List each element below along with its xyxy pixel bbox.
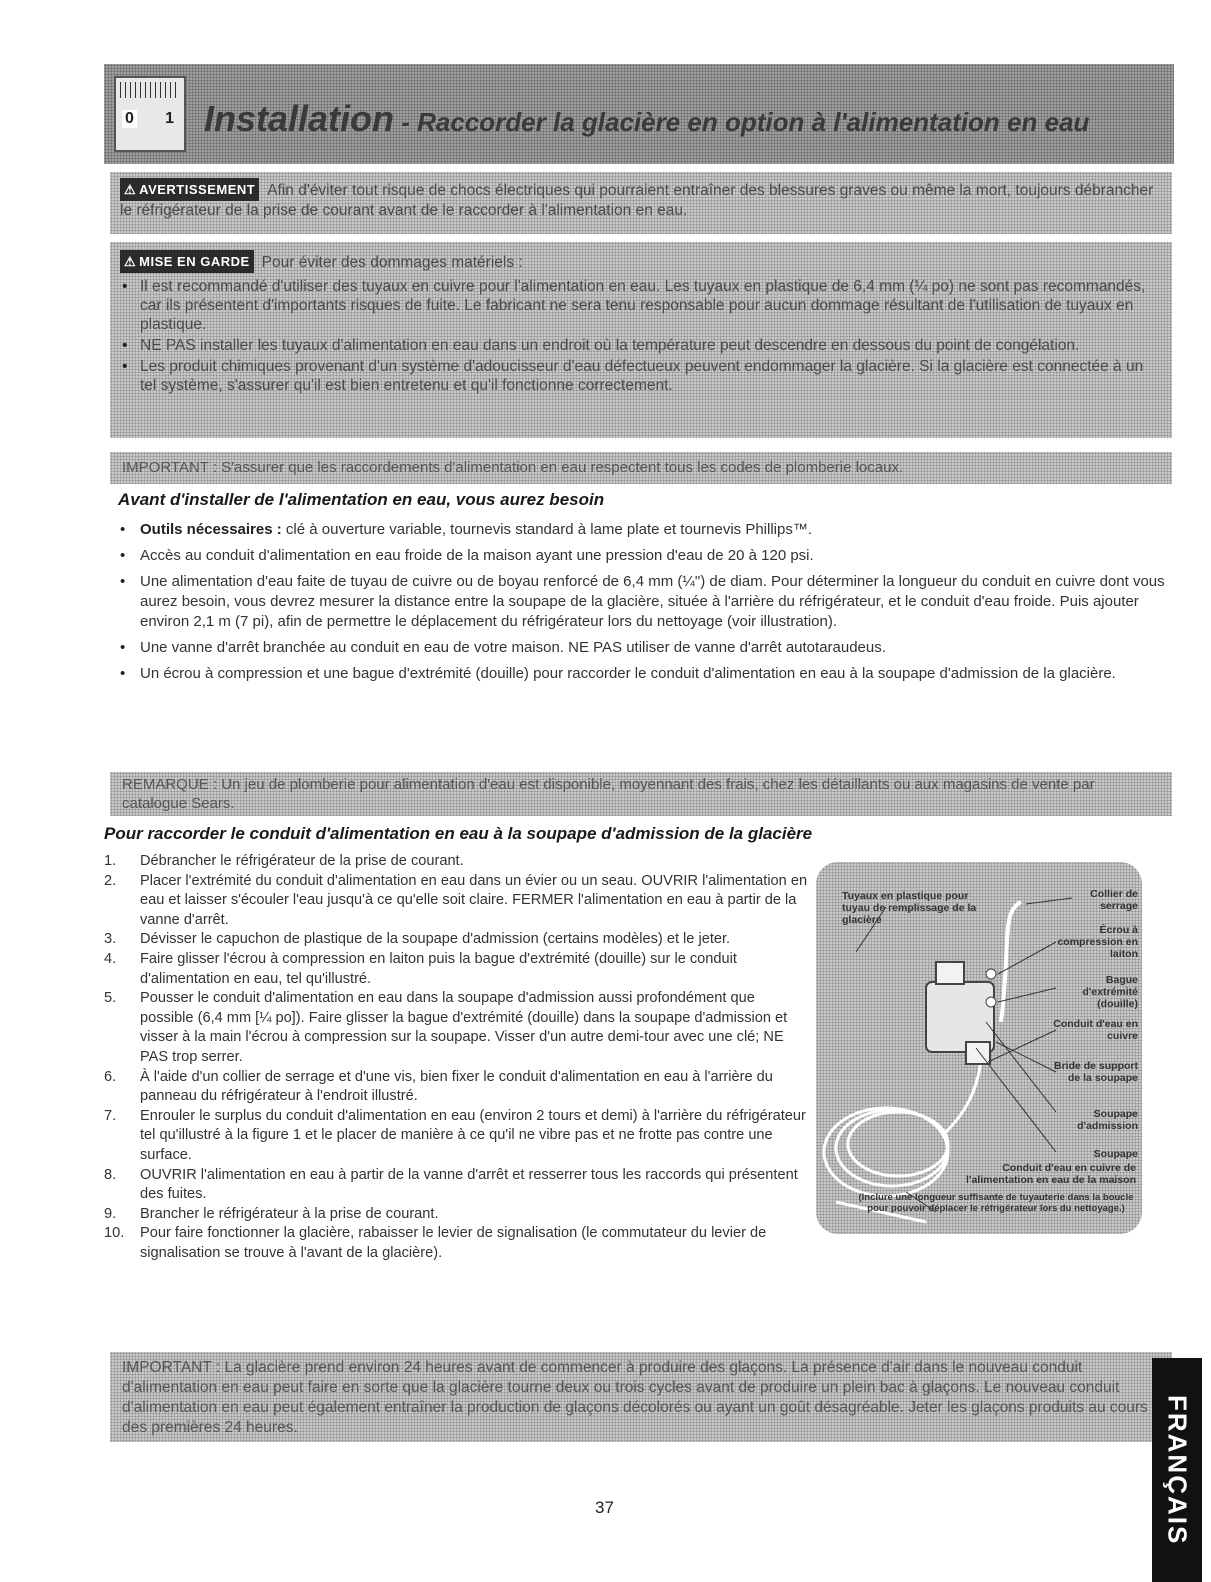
page-title [204, 98, 1089, 140]
step-item [104, 1224, 810, 1263]
step-item [104, 872, 810, 931]
section-heading-connect: Pour raccorder le conduit d'alimentation en eau à la soupape d'admission de la glacière [104, 824, 813, 843]
caution-list [120, 277, 1162, 395]
ruler-one-label: 1 [165, 110, 174, 127]
step-number: 4. [104, 950, 117, 967]
step-item [104, 989, 810, 1067]
important-box [110, 452, 1172, 484]
step-text: Dévisser le capuchon de plastique de la soupape d'admission (certains modèles) et le jeter. [140, 931, 731, 948]
label-house-line: Conduit d'eau en cuivre de l'alimentation en eau de la maison [966, 1162, 1136, 1186]
step-text: OUVRIR l'alimentation en eau à partir de la vanne d'arrêt et resserrer tous les raccords qui présentent des fuites. [140, 1166, 798, 1203]
important-box-2 [110, 1352, 1172, 1442]
caution-badge-label: MISE EN GARDE [139, 254, 250, 269]
list-item [118, 520, 1174, 540]
step-item [104, 1068, 810, 1107]
list-item [118, 638, 1174, 658]
step-item [104, 1205, 810, 1225]
warning-badge [120, 178, 259, 201]
label-valve: Soupape [1093, 1148, 1138, 1160]
warning-badge-label: AVERTISSEMENT [139, 182, 256, 197]
important-label: IMPORTANT : [122, 459, 218, 476]
steps-list [104, 852, 810, 1263]
water-line-illustration [816, 862, 1142, 1234]
step-number: 9. [104, 1205, 117, 1222]
page-title-main: Installation [204, 98, 395, 139]
step-item [104, 1107, 810, 1166]
list-item-text: Une alimentation d'eau faite de tuyau de cuivre ou de boyau renforcé de 6,4 mm (¼") de diam. Pour déterminer la longueur du conduit en cuivre dont vous aurez besoin, vous devrez mesurer la distance entre la soupape de la glacière, située à l'arrière du réfrigérateur, et le conduit d'eau froide. Puis ajouter environ 2,1 m (7 pi), afin de permettre le déplacement du réfrigérateur lors du nettoyage (voir illustration). [140, 573, 1165, 630]
step-text: Brancher le réfrigérateur à la prise de courant. [140, 1205, 439, 1222]
label-clamp: Collier de serrage [1090, 888, 1138, 912]
step-text: Débrancher le réfrigérateur de la prise de courant. [140, 853, 464, 869]
important-2-text: La glacière prend environ 24 heures avant de commencer à produire des glaçons. La présence d'air dans le nouveau conduit d'alimentation en eau peut faire en sorte que la glacière tourne deux ou trois cycles avant de produire un plein bac à glaçons. Le nouveau conduit d'alimentation en eau peut également entraîner la production de glaçons décolorés ou ayant un goût désagréable. Jeter les glaçons produits au cours des premières 24 heures. [122, 1359, 1148, 1436]
warning-text: Afin d'éviter tout risque de chocs électriques qui pourraient entraîner des blessures graves ou même la mort, toujours débrancher le réfrigérateur de la prise de courant avant de le raccorder à l'alimentation en eau. [120, 182, 1154, 219]
caution-intro: Pour éviter des dommages matériels : [261, 254, 523, 271]
step-item [104, 950, 810, 989]
step-number: 6. [104, 1068, 117, 1085]
step-item [104, 852, 810, 872]
list-item-text: clé à ouverture variable, tournevis standard à lame plate et tournevis Phillips™. [281, 521, 813, 538]
step-text: Pousser le conduit d'alimentation en eau dans la soupape d'admission aussi profondément que possible (6,4 mm [¼ po]). Faire glisser la bague d'extrémité (douille) dans la soupape d'admission et visser à la main l'écrou à compression sur la soupape. Visser d'un autre demi-tour avec une clé; NE PAS trop serrer. [140, 990, 788, 1065]
important-2-label: IMPORTANT : [122, 1359, 221, 1376]
step-number: 5. [104, 990, 117, 1007]
step-text: Pour faire fonctionner la glacière, rabaisser le levier de signalisation (le commutateur du levier de signalisation se trouve à l'avant de la glacière). [140, 1225, 767, 1261]
list-item-text: Accès au conduit d'alimentation en eau froide de la maison ayant une pression d'eau de 20 à 120 psi. [140, 547, 814, 564]
ruler-zero-label: 0 [122, 110, 137, 128]
step-number: 1. [104, 853, 117, 869]
step-text: Faire glisser l'écrou à compression en laiton puis la bague d'extrémité (douille) sur le conduit d'alimentation en eau, tel qu'illustré. [140, 950, 737, 987]
step-item [104, 1166, 810, 1205]
section-heading-before: Avant d'installer de l'alimentation en eau, vous aurez besoin [118, 490, 605, 509]
remarque-box [110, 772, 1172, 816]
caution-badge [120, 250, 254, 273]
step-number: 10. [104, 1225, 125, 1242]
step-number: 7. [104, 1107, 117, 1124]
ruler-icon [114, 76, 186, 152]
label-loop-note: (Inclure une longueur suffisante de tuyauterie dans la boucle pour pouvoir déplacer le réfrigérateur lors du nettoyage.) [858, 1192, 1134, 1214]
list-item [118, 546, 1174, 566]
remarque-label: REMARQUE : [122, 776, 218, 793]
caution-item: • Les produit chimiques provenant d'un système d'adoucisseur d'eau défectueux peuvent endommager la glacière. Si la glacière est connectée à un tel système, s'assurer qu'il est bien entretenu et qu'il fonctionne correctement. [140, 357, 1162, 395]
warning-triangle-icon: ⚠ [124, 182, 137, 197]
remarque-text: Un jeu de plomberie pour alimentation d'eau est disponible, moyennant des frais, chez les détaillants ou aux magasins de vente par catalogue Sears. [122, 776, 1095, 812]
list-item [118, 572, 1174, 632]
step-text: À l'aide d'un collier de serrage et d'une vis, bien fixer le conduit d'alimentation en eau à l'arrière du panneau du réfrigérateur à l'endroit illustré. [140, 1068, 773, 1105]
caution-triangle-icon: ⚠ [124, 254, 137, 269]
list-item-text: Une vanne d'arrêt branchée au conduit en eau de votre maison. NE PAS utiliser de vanne d'arrêt autotaraudeus. [140, 639, 886, 656]
caution-box [110, 242, 1172, 438]
requirements-list [118, 520, 1174, 690]
page-number: 37 [595, 1498, 614, 1517]
step-text: Placer l'extrémité du conduit d'alimentation en eau dans un évier ou un seau. OUVRIR l'alimentation en eau et laisser s'écouler l'eau jusqu'à ce qu'elle soit claire. FERMER l'alimentation en eau à partir de la vanne d'arrêt. [140, 872, 808, 928]
label-plastic-tube: Tuyaux en plastique pour tuyau de remplissage de la glacière [842, 890, 977, 926]
label-sleeve: Bague d'extrémité (douille) [1082, 974, 1138, 1010]
list-item-text: Un écrou à compression et une bague d'extrémité (douille) pour raccorder le conduit d'alimentation en eau à la soupape d'admission de la glacière. [140, 665, 1116, 682]
warning-box [110, 172, 1172, 234]
step-number: 2. [104, 872, 117, 889]
list-item-bold: Outils nécessaires : [140, 521, 282, 538]
important-text: S'assurer que les raccordements d'alimentation en eau respectent tous les codes de plomberie locaux. [221, 459, 904, 476]
label-nut: Écrou à compression en laiton [1057, 924, 1138, 960]
step-number: 3. [104, 931, 117, 948]
step-number: 8. [104, 1166, 117, 1183]
page-title-subtitle: - Raccorder la glacière en option à l'alimentation en eau [394, 107, 1090, 137]
step-text: Enrouler le surplus du conduit d'alimentation en eau (environ 2 tours et demi) à l'arrière du réfrigérateur tel qu'illustré à la figure 1 et le placer de manière à ce qu'il ne vibre pas et ne frotte pas contre une surface. [140, 1107, 806, 1163]
label-copper: Conduit d'eau en cuivre [1053, 1018, 1138, 1042]
caution-item: • NE PAS installer les tuyaux d'alimentation en eau dans un endroit où la température peut descendre en dessous du point de congélation. [140, 336, 1162, 355]
language-tab [1152, 1358, 1202, 1582]
caution-item: • Il est recommandé d'utiliser des tuyaux en cuivre pour l'alimentation en eau. Les tuyaux en plastique de 6,4 mm (¼ po) ne sont pas recommandés, car ils présentent d'importants risques de fuite. Le fabricant ne sera tenu responsable pour aucun dommage résultant de l'utilisation de tuyaux en plastique. [140, 277, 1162, 334]
label-inlet: Soupape d'admission [1077, 1108, 1138, 1132]
step-item [104, 930, 810, 950]
list-item [118, 664, 1174, 684]
label-bracket: Bride de support de la soupape [1053, 1060, 1138, 1084]
language-tab-label: FRANÇAIS [1162, 1394, 1193, 1546]
